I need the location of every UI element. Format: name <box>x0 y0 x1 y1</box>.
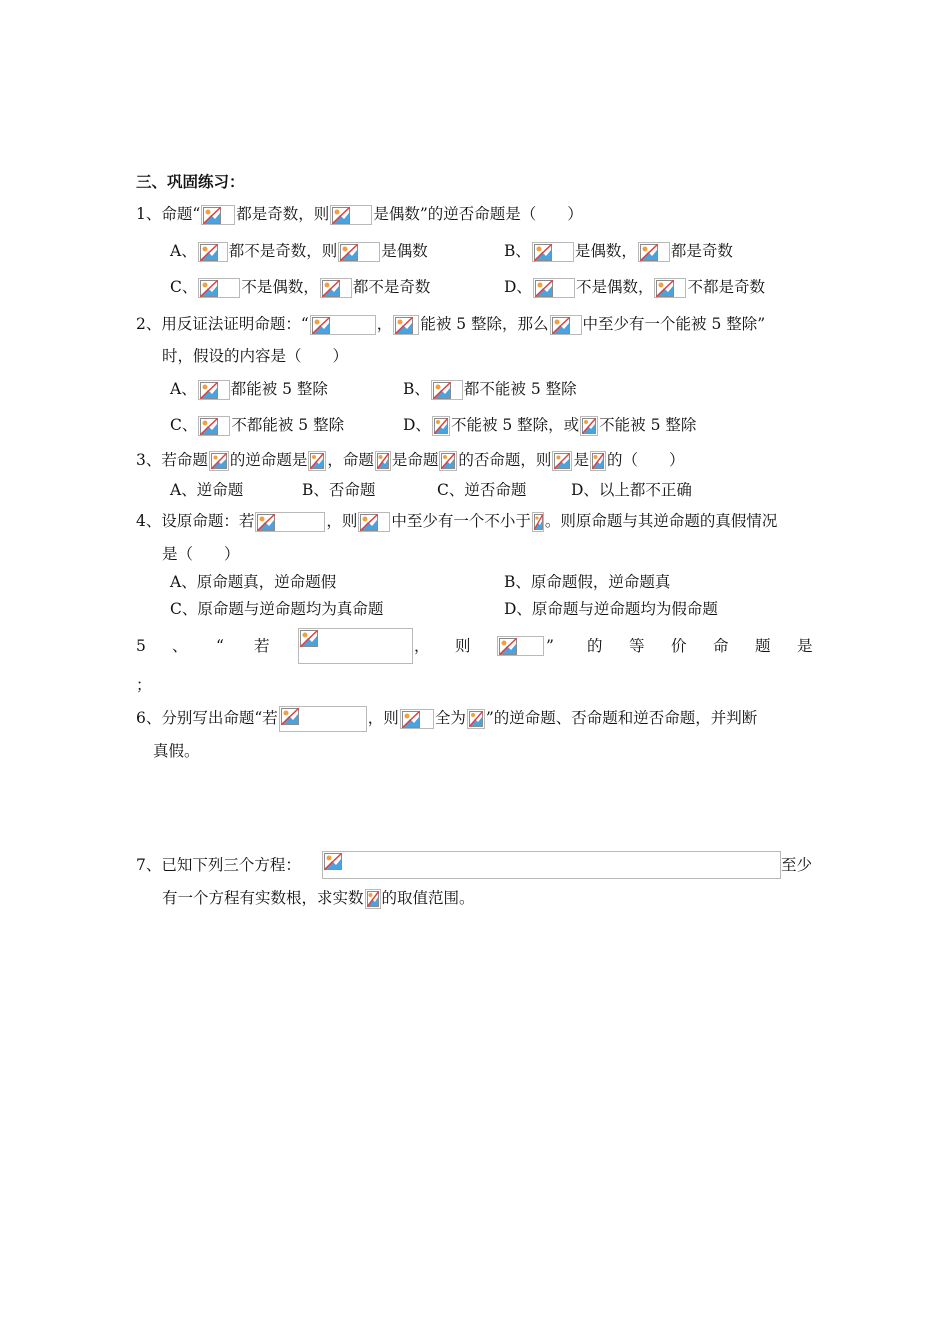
q2-text: ， <box>376 315 393 333</box>
option-label: D、 <box>504 278 532 296</box>
q4-option-b: B、原命题假，逆命题真 <box>504 573 671 591</box>
option-text: 不能被 5 整除，或 <box>450 416 580 434</box>
q2-option-b <box>403 378 577 400</box>
broken-image-icon <box>198 278 240 298</box>
q3-text: 是命题 <box>391 451 439 469</box>
option-text: 不都能被 5 整除 <box>231 416 345 434</box>
q5-text: 是 <box>797 637 813 655</box>
q2-option-d <box>403 414 696 436</box>
q6-line-2: 真假。 <box>153 742 200 760</box>
q5-text: 价 <box>671 637 687 655</box>
q1-text: 是偶数”的逆否命题是（ ） <box>373 205 583 223</box>
broken-image-icon <box>432 416 450 436</box>
q1-option-d <box>504 276 765 298</box>
q2-text: 中至少有一个能被 5 整除” <box>582 315 766 333</box>
question-6 <box>136 706 757 732</box>
option-text: 都能被 5 整除 <box>230 380 328 398</box>
q3-text: ，命题 <box>327 451 374 469</box>
question-4 <box>136 510 777 532</box>
q5-text: ， <box>414 637 430 655</box>
broken-image-icon <box>198 242 228 262</box>
option-label: C、 <box>170 278 198 296</box>
q3-option-b: B、否命题 <box>302 481 376 499</box>
broken-image-icon <box>320 278 352 298</box>
q1-option-b <box>504 240 733 262</box>
option-text: 都不是奇数，则 <box>228 242 338 260</box>
q5-text: 若 <box>254 637 270 655</box>
q3-option-a: A、逆命题 <box>170 481 244 499</box>
q5-text: 的 <box>587 637 603 655</box>
broken-image-icon <box>310 315 376 335</box>
option-label: B、 <box>504 242 531 260</box>
broken-image-icon <box>198 380 230 400</box>
q1-text: 都是奇数，则 <box>236 205 330 223</box>
broken-image-icon <box>533 278 575 298</box>
broken-image-icon <box>532 242 574 262</box>
broken-image-icon <box>580 416 598 436</box>
q2-option-c <box>170 414 344 436</box>
option-label: B、 <box>403 380 430 398</box>
q7-line-2 <box>162 887 475 909</box>
q4-option-d: D、原命题与逆命题均为假命题 <box>504 600 718 618</box>
broken-image-icon <box>338 242 380 262</box>
q2-text: 2、用反证法证明命题：“ <box>136 315 309 333</box>
broken-image-icon <box>467 709 485 729</box>
broken-image-icon <box>308 451 326 471</box>
q4-option-c: C、原命题与逆命题均为真命题 <box>170 600 384 618</box>
option-text: 都不能被 5 整除 <box>463 380 577 398</box>
broken-image-icon <box>654 278 686 298</box>
q7-text: 7、已知下列三个方程： <box>136 856 301 874</box>
q7-text: 的取值范围。 <box>381 889 475 907</box>
question-1 <box>136 203 583 225</box>
option-label: A、 <box>170 380 197 398</box>
q5-text: 题 <box>755 637 771 655</box>
broken-image-icon <box>198 416 230 436</box>
q6-text: 全为 <box>434 709 466 727</box>
option-label: D、 <box>403 416 431 434</box>
broken-image-icon <box>550 315 582 335</box>
q3-text: 的（ ） <box>606 451 685 469</box>
q2-text: 能被 5 整除，那么 <box>420 315 549 333</box>
q4-text: 中至少有一个不小于 <box>391 512 531 530</box>
broken-image-icon <box>209 451 229 471</box>
q4-text: ，则 <box>326 512 358 530</box>
q1-option-c <box>170 276 430 298</box>
option-text: 不是偶数， <box>241 278 319 296</box>
q5-text: ” <box>546 637 554 655</box>
question-2 <box>136 313 765 335</box>
broken-image-icon <box>532 512 544 532</box>
q5-text: “ <box>216 637 224 655</box>
q4-text: 。则原命题与其逆命题的真假情况 <box>544 512 778 530</box>
q5-text: 则 <box>455 637 471 655</box>
broken-image-icon <box>497 636 544 656</box>
q1-option-a <box>170 240 428 262</box>
broken-image-icon <box>431 380 463 400</box>
option-text: 不能被 5 整除 <box>599 416 697 434</box>
broken-image-icon <box>552 451 572 471</box>
option-text: 都是奇数 <box>670 242 733 260</box>
option-text: 都不是奇数 <box>352 278 431 296</box>
q6-text: ”的逆命题、否命题和逆否命题，并判断 <box>485 709 758 727</box>
q7-text: 至少 <box>781 856 813 874</box>
option-text: 不是偶数， <box>575 278 654 296</box>
q6-text: ，则 <box>367 709 399 727</box>
option-label: C、 <box>170 416 198 434</box>
q5-line-2: ； <box>136 676 152 694</box>
q2-line-2: 时，假设的内容是（ ） <box>162 347 349 365</box>
q5-text: 命 <box>713 637 729 655</box>
q2-option-a <box>170 378 328 400</box>
q5-number: 5 <box>136 637 146 655</box>
q3-option-d: D、以上都不正确 <box>571 481 692 499</box>
q1-text: 1、命题“ <box>136 205 201 223</box>
q3-text: 的否命题，则 <box>458 451 552 469</box>
q3-text: 3、若命题 <box>136 451 208 469</box>
broken-image-icon <box>201 205 235 225</box>
option-label: A、 <box>170 242 197 260</box>
q3-text: 的逆命题是 <box>229 451 308 469</box>
q6-text: 6、分别写出命题“若 <box>136 709 278 727</box>
section-title: 三、巩固练习： <box>136 172 245 191</box>
broken-image-icon <box>330 205 372 225</box>
q3-option-c: C、逆否命题 <box>437 481 527 499</box>
broken-image-icon <box>322 851 781 879</box>
question-3 <box>136 449 684 471</box>
option-text: 是偶数 <box>381 242 428 260</box>
q5-text: 、 <box>172 637 188 655</box>
broken-image-icon <box>255 512 325 532</box>
broken-image-icon <box>400 709 434 729</box>
broken-image-icon <box>365 889 381 909</box>
broken-image-icon <box>279 706 367 732</box>
q4-option-a: A、原命题真，逆命题假 <box>170 573 337 591</box>
broken-image-icon <box>590 451 606 471</box>
option-text: 是偶数， <box>574 242 637 260</box>
broken-image-icon <box>358 512 390 532</box>
q7-text: 有一个方程有实数根，求实数 <box>162 889 364 907</box>
q3-text: 是 <box>573 451 589 469</box>
q5-text: 等 <box>629 637 645 655</box>
broken-image-icon <box>393 315 419 335</box>
broken-image-icon <box>375 451 391 471</box>
broken-image-icon <box>638 242 670 262</box>
q4-line-2: 是（ ） <box>162 545 240 563</box>
broken-image-icon <box>439 451 457 471</box>
option-text: 不都是奇数 <box>687 278 765 296</box>
q4-text: 4、设原命题：若 <box>136 512 255 530</box>
broken-image-icon <box>298 628 413 664</box>
